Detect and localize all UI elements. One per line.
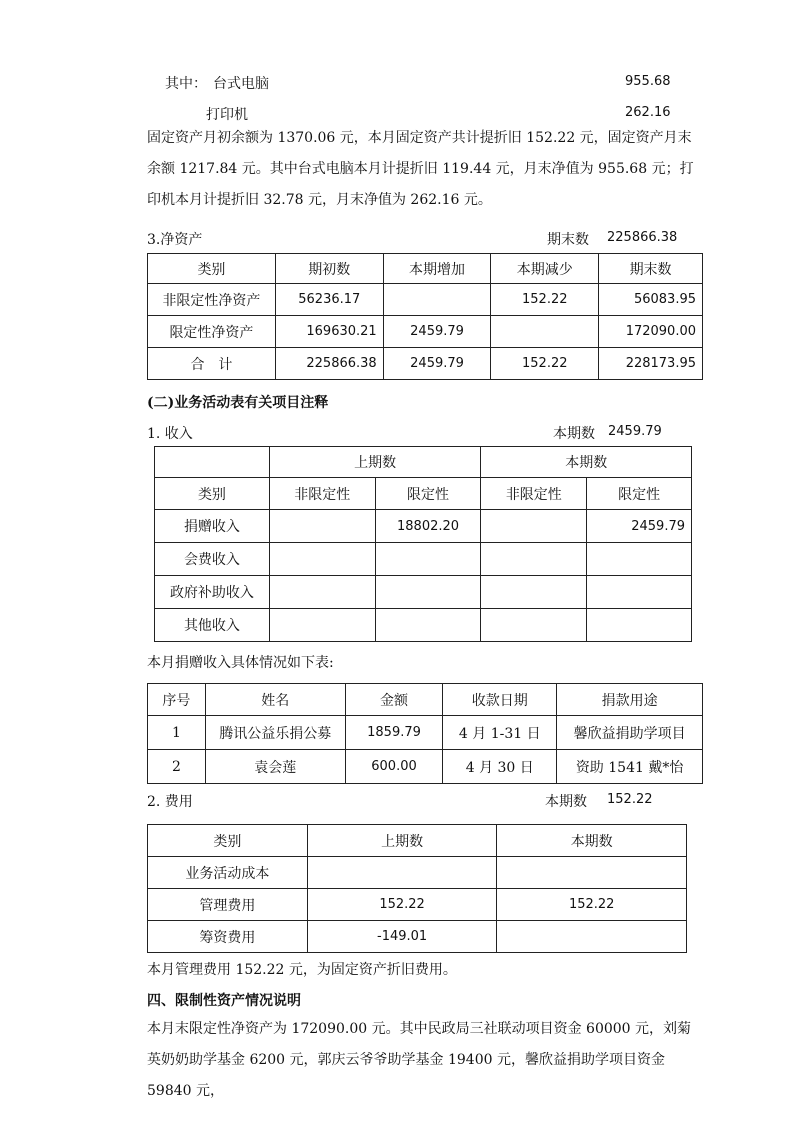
table-cell: 4 月 1-31 日 (443, 716, 557, 750)
table-header: 上期数 (307, 825, 497, 857)
table-cell (587, 576, 692, 609)
table-cell: 56236.17 (275, 284, 383, 316)
table-cell: 18802.20 (375, 510, 481, 543)
income-period-value: 2459.79 (608, 424, 662, 439)
table-header: 期初数 (275, 254, 383, 284)
table-cell: 其他收入 (155, 609, 270, 642)
table-header: 限定性 (587, 478, 692, 510)
table-cell (269, 543, 375, 576)
table-cell (269, 510, 375, 543)
donations-intro: 本月捐赠收入具体情况如下表: (147, 655, 334, 671)
table-cell: 合 计 (148, 348, 276, 380)
income-heading: 1. 收入 (147, 426, 193, 442)
table-cell (269, 576, 375, 609)
table-cell: 非限定性净资产 (148, 284, 276, 316)
table-row (148, 716, 703, 750)
table-cell: 资助 1541 戴*怡 (557, 750, 703, 784)
table-cell (375, 609, 481, 642)
asset-line-value: 262.16 (625, 105, 671, 120)
table-header: 本期数 (481, 447, 692, 478)
table-header: 非限定性 (481, 478, 587, 510)
table-header: 类别 (155, 478, 270, 510)
table-cell: 152.22 (491, 348, 599, 380)
table-row (148, 316, 703, 348)
table-cell: 馨欣益捐助学项目 (557, 716, 703, 750)
table-cell: 600.00 (345, 750, 443, 784)
table-header: 本期减少 (491, 254, 599, 284)
table-cell (481, 576, 587, 609)
expenses-period-label: 本期数 (545, 794, 587, 810)
table-cell: 225866.38 (275, 348, 383, 380)
table-header: 非限定性 (269, 478, 375, 510)
net-assets-end-value: 225866.38 (607, 230, 678, 245)
fixed-asset-paragraph: 固定资产月初余额为 1370.06 元，本月固定资产共计提折旧 152.22 元，固定资产月末余额 1217.84 元。其中台式电脑本月计提折旧 119.44 元，月末净值为 955.68 元；打印机本月计提折旧 32.78 元，月末净值为 262.16 元。 (147, 130, 694, 208)
table-row (148, 348, 703, 380)
table-header (155, 447, 270, 478)
table-cell: 4 月 30 日 (443, 750, 557, 784)
table-header: 本期数 (497, 825, 687, 857)
table-cell (375, 543, 481, 576)
table-cell (383, 284, 491, 316)
table-header: 限定性 (375, 478, 481, 510)
table-cell: 1859.79 (345, 716, 443, 750)
table-row (155, 543, 692, 576)
table-cell: 筹资费用 (148, 921, 308, 953)
table-cell: 152.22 (307, 889, 497, 921)
table-cell: 2459.79 (383, 316, 491, 348)
asset-line-prefix: 其中： (165, 76, 207, 92)
asset-line-label: 打印机 (206, 107, 248, 123)
table-row (155, 510, 692, 543)
table-cell: 56083.95 (599, 284, 703, 316)
table-cell: 228173.95 (599, 348, 703, 380)
table-row (148, 857, 687, 889)
table-cell: 业务活动成本 (148, 857, 308, 889)
table-row (148, 889, 687, 921)
table-cell: 1 (148, 716, 206, 750)
table-header: 收款日期 (443, 684, 557, 716)
expenses-period-value: 152.22 (607, 792, 653, 807)
table-cell (587, 543, 692, 576)
table-row (148, 750, 703, 784)
table-cell (497, 921, 687, 953)
table-cell (587, 609, 692, 642)
table-cell: 2 (148, 750, 206, 784)
restricted-heading: 四、限制性资产情况说明 (147, 993, 301, 1009)
table-cell (269, 609, 375, 642)
table-cell: 2459.79 (587, 510, 692, 543)
table-cell: 腾讯公益乐捐公募 (205, 716, 345, 750)
table-cell: 152.22 (491, 284, 599, 316)
table-cell: 袁会莲 (205, 750, 345, 784)
table-cell: 169630.21 (275, 316, 383, 348)
table-cell (375, 576, 481, 609)
table-cell: 管理费用 (148, 889, 308, 921)
table-header: 姓名 (205, 684, 345, 716)
asset-line-label: 台式电脑 (213, 76, 269, 92)
table-cell: 限定性净资产 (148, 316, 276, 348)
table-cell: 捐赠收入 (155, 510, 270, 543)
table-cell (307, 857, 497, 889)
table-header: 捐款用途 (557, 684, 703, 716)
expenses-note: 本月管理费用 152.22 元，为固定资产折旧费用。 (147, 962, 457, 978)
table-cell (497, 857, 687, 889)
table-cell: 172090.00 (599, 316, 703, 348)
table-cell (481, 609, 587, 642)
table-cell: 会费收入 (155, 543, 270, 576)
table-header: 类别 (148, 254, 276, 284)
table-cell (481, 510, 587, 543)
expenses-heading: 2. 费用 (147, 794, 193, 810)
net-assets-table (147, 253, 703, 380)
expenses-table (147, 824, 687, 953)
table-cell: 政府补助收入 (155, 576, 270, 609)
table-row (155, 576, 692, 609)
restricted-paragraph: 本月末限定性净资产为 172090.00 元。其中民政局三社联动项目资金 60000 元，刘菊英奶奶助学基金 6200 元，郭庆云爷爷助学基金 19400 元，馨欣益捐助学项目资金 59840 元， (147, 1021, 692, 1099)
net-assets-end-label: 期末数 (547, 232, 589, 248)
table-row (148, 921, 687, 953)
table-row (148, 284, 703, 316)
table-cell: -149.01 (307, 921, 497, 953)
income-period-label: 本期数 (553, 426, 595, 442)
asset-line-value: 955.68 (625, 74, 671, 89)
net-assets-heading: 3.净资产 (147, 232, 203, 248)
table-cell (481, 543, 587, 576)
table-header: 类别 (148, 825, 308, 857)
table-cell: 2459.79 (383, 348, 491, 380)
table-header: 期末数 (599, 254, 703, 284)
section-heading: (二)业务活动表有关项目注释 (147, 395, 329, 411)
table-cell: 152.22 (497, 889, 687, 921)
table-header: 序号 (148, 684, 206, 716)
income-table (154, 446, 692, 642)
donations-table (147, 683, 703, 784)
table-cell (491, 316, 599, 348)
table-header: 金额 (345, 684, 443, 716)
table-row (155, 609, 692, 642)
table-header: 上期数 (269, 447, 481, 478)
table-header: 本期增加 (383, 254, 491, 284)
